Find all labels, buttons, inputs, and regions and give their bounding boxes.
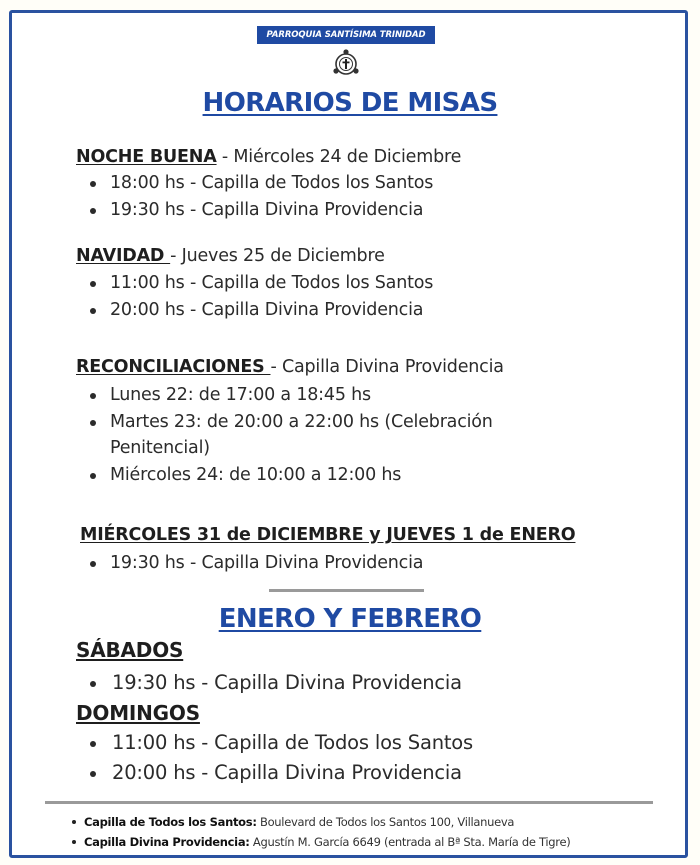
chapel-address: Agustín M. García 6649 (entrada al Bª Sta. María de Tigre) bbox=[249, 835, 571, 849]
section-detail: - Jueves 25 de Diciembre bbox=[170, 246, 385, 266]
list-item: Martes 23: de 20:00 a 22:00 hs (Celebración Penitencial) bbox=[90, 409, 540, 462]
address-item bbox=[72, 812, 570, 832]
list-item: 19:30 hs - Capilla Divina Providencia bbox=[90, 197, 433, 224]
list-item: 20:00 hs - Capilla Divina Providencia bbox=[90, 297, 433, 324]
summer-title: ENERO Y FEBRERO bbox=[218, 604, 482, 634]
section-heading-noche-buena bbox=[76, 145, 461, 169]
parish-cross-emblem-icon bbox=[330, 47, 362, 79]
new-year-list bbox=[90, 550, 423, 577]
group-label: DOMINGOS bbox=[76, 701, 200, 725]
group-label: SÁBADOS bbox=[76, 638, 184, 662]
list-item: 11:00 hs - Capilla de Todos los Santos bbox=[90, 728, 473, 758]
section-heading-new-year bbox=[80, 523, 575, 547]
section-heading-navidad bbox=[76, 244, 385, 268]
chapel-address: Boulevard de Todos los Santos 100, Villanueva bbox=[256, 815, 515, 829]
section-heading-reconciliaciones bbox=[76, 355, 504, 379]
list-item: 18:00 hs - Capilla de Todos los Santos bbox=[90, 170, 433, 197]
reconciliaciones-list bbox=[90, 382, 540, 488]
list-item: Miércoles 24: de 10:00 a 12:00 hs bbox=[90, 462, 540, 489]
section-label: RECONCILIACIONES bbox=[76, 357, 271, 377]
list-item: Lunes 22: de 17:00 a 18:45 hs bbox=[90, 382, 540, 409]
list-item: 19:30 hs - Capilla Divina Providencia bbox=[90, 668, 462, 698]
list-item: 20:00 hs - Capilla Divina Providencia bbox=[90, 758, 473, 788]
footer-divider bbox=[45, 801, 653, 804]
section-label: MIÉRCOLES 31 de DICIEMBRE y JUEVES 1 de ENERO bbox=[80, 525, 576, 545]
chapel-name: Capilla de Todos los Santos: bbox=[84, 815, 257, 829]
section-detail: - Capilla Divina Providencia bbox=[270, 357, 504, 377]
section-label: NAVIDAD bbox=[76, 246, 171, 266]
section-label: NOCHE BUENA bbox=[76, 147, 217, 167]
address-list bbox=[72, 812, 570, 852]
address-item bbox=[72, 832, 570, 852]
page-title: HORARIOS DE MISAS bbox=[202, 88, 498, 118]
list-item: 19:30 hs - Capilla Divina Providencia bbox=[90, 550, 423, 577]
navidad-list bbox=[90, 270, 433, 323]
sabados-list bbox=[90, 668, 462, 698]
group-heading-sabados bbox=[76, 638, 183, 664]
list-item: 11:00 hs - Capilla de Todos los Santos bbox=[90, 270, 433, 297]
group-heading-domingos bbox=[76, 701, 200, 727]
chapel-name: Capilla Divina Providencia: bbox=[84, 835, 250, 849]
noche-buena-list bbox=[90, 170, 433, 223]
domingos-list bbox=[90, 728, 473, 788]
section-detail: - Miércoles 24 de Diciembre bbox=[216, 147, 462, 167]
section-divider bbox=[269, 589, 424, 592]
parish-banner: PARROQUIA SANTÍSIMA TRINIDAD bbox=[257, 26, 435, 44]
